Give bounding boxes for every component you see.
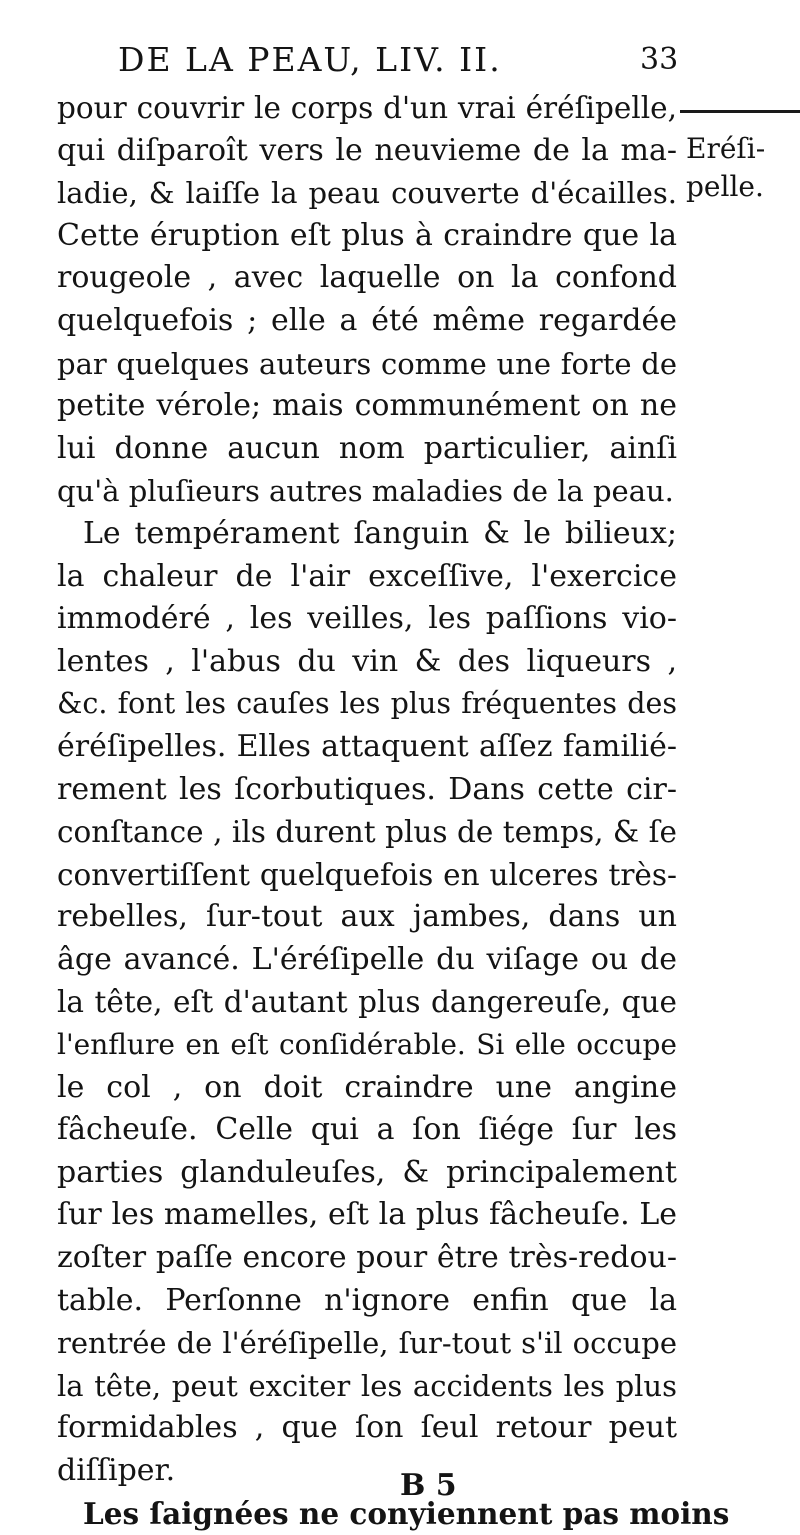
text-line: parties glanduleuſes, & principalement — [57, 1154, 677, 1190]
text-line: rougeole , avec laquelle on la confond — [57, 260, 677, 296]
signature-mark: B 5 — [400, 1468, 457, 1503]
text-line: table. Perſonne n'ignore enfin que la — [57, 1282, 677, 1318]
page-number: 33 — [640, 42, 679, 77]
running-title: DE LA PEAU, LIV. II. — [118, 40, 502, 79]
margin-note-line: Eréſi- — [686, 132, 766, 165]
text-line: qu'à pluſieurs autres maladies de la peau. — [57, 474, 674, 509]
text-line: qui diſparoît vers le neuvieme de la ma- — [57, 132, 677, 168]
text-line: ladie, & laiſſe la peau couverte d'écailles. — [57, 176, 677, 211]
margin-note — [686, 130, 800, 206]
text-line: ſur les mamelles, eſt la plus fâcheuſe. Le — [57, 1197, 677, 1233]
text-line: Les ſaignées ne conyiennent pas moins — [83, 1495, 730, 1531]
text-line: Cette éruption eſt plus à craindre que la — [57, 217, 677, 253]
text-line: âge avancé. L'éréſipelle du viſage ou de — [57, 941, 677, 977]
margin-rule — [680, 110, 800, 113]
text-line: quelquefois ; elle a été même regardée — [57, 302, 677, 338]
text-line: convertiſſent quelquefois en ulceres très- — [57, 857, 677, 892]
text-line: formidables , que ſon ſeul retour peut — [57, 1410, 677, 1446]
text-line: éréſipelles. Elles attaquent aſſez familié- — [57, 728, 677, 764]
text-line: &c. font les cauſes les plus fréquentes des — [57, 687, 677, 721]
text-line: le col , on doit craindre une angine — [57, 1069, 677, 1105]
page-header — [0, 38, 720, 82]
text-line: diſſiper. — [57, 1453, 176, 1488]
text-line: lentes , l'abus du vin & des liqueurs , — [57, 643, 677, 679]
text-line: fâcheuſe. Celle qui a ſon ſiége ſur les — [57, 1112, 677, 1148]
text-line: pour couvrir le corps d'un vrai éréſipelle, — [57, 91, 677, 125]
text-line: rement les ſcorbutiques. Dans cette cir- — [57, 771, 677, 807]
text-line: la tête, eſt d'autant plus dangereuſe, que — [57, 985, 677, 1020]
text-line: lui donne aucun nom particulier, ainſi — [57, 430, 677, 466]
text-line: par quelques auteurs comme une forte de — [57, 346, 677, 381]
text-line: immodéré , les veilles, les paſſions vio- — [57, 601, 677, 637]
text-line: conſtance , ils durent plus de temps, & ſe — [57, 815, 677, 850]
text-line: Le tempérament ſanguin & le bilieux; — [83, 515, 677, 551]
text-line: zoſter paſſe encore pour être très-redou- — [57, 1240, 677, 1276]
text-line: petite vérole; mais communément on ne — [57, 388, 677, 424]
text-line: la tête, peut exciter les accidents les plus — [57, 1368, 677, 1403]
margin-note-line: pelle. — [686, 170, 764, 203]
text-line: rentrée de l'éréſipelle, ſur-tout s'il occupe — [57, 1326, 677, 1361]
text-line: rebelles, ſur-tout aux jambes, dans un — [57, 899, 677, 935]
text-line: la chaleur de l'air exceſſive, l'exercice — [57, 558, 677, 594]
text-line: l'enflure en eſt conſidérable. Si elle occupe — [57, 1028, 677, 1062]
